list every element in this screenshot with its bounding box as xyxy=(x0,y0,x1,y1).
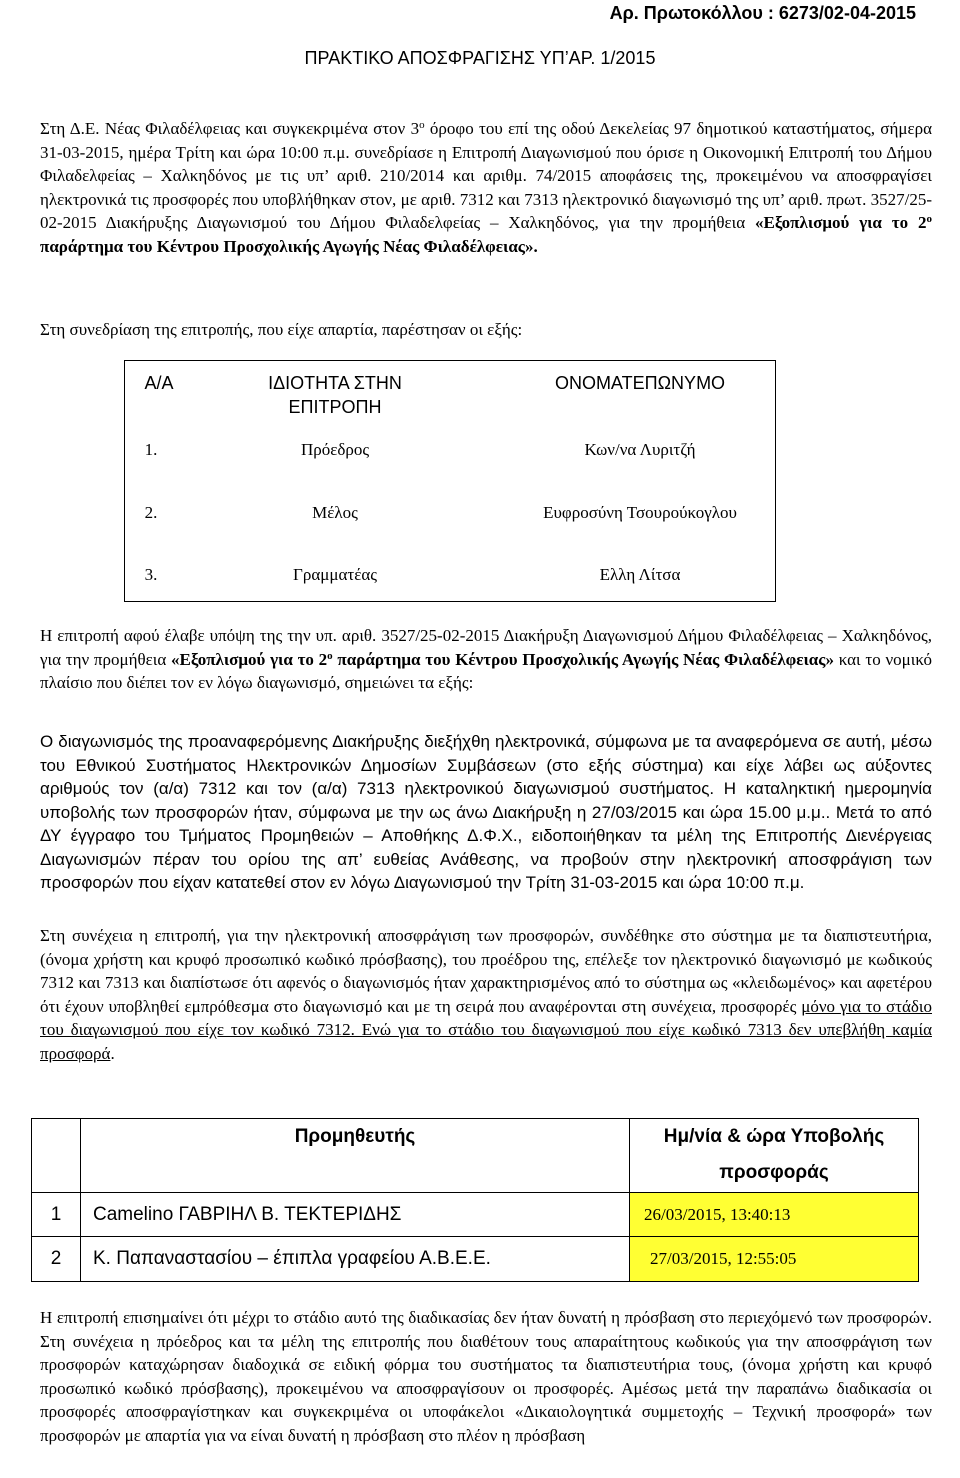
offer-row-datetime: 26/03/2015, 13:40:13 xyxy=(630,1192,919,1237)
offer-row-num: 1 xyxy=(32,1192,81,1237)
committee-row-role: Πρόεδρος xyxy=(300,440,370,459)
offer-row-supplier: Camelino ΓΑΒΡΙΗΛ Β. ΤΕΚΤΕΡΙΔΗΣ xyxy=(81,1192,630,1237)
committee-header-num: Α/Α xyxy=(144,373,174,393)
committee-row-name: Ελλη Λίτσα xyxy=(599,565,681,584)
intro-paragraph: Στη Δ.Ε. Νέας Φιλαδέλφειας και συγκεκριμένα στον $3^o$ όροφο του επί της οδού Δεκελείας 97 δημοτικού καταστήματος, σήμερα 31-03-2015, ημέρα Τρίτη και ώρα 10:00 π.μ. συνεδρίασε η Επιτροπή Διαγωνισμού που όρισε η Οικονομική Επιτροπή του Δήμου Φιλαδελφείας – Χαλκηδόνος με τις υπ’ αριθ. 210/2014 και αριθμ. 74/2015 αποφάσεις της, προκειμένου να αποσφραγίσει ηλεκτρονικά τις προσφορές που υποβλήθηκαν στον, με αριθ. 7312 και 7313 ηλεκτρονικό διαγωνισμό της υπ’ αριθ. πρωτ. 3527/25-02-2015 Διακήρυξης Διαγωνισμού του Δήμου Φιλαδελφείας – Χαλκηδόνος, για την προμήθεια «Εξοπλισμού για το $2^o$ παράρτημα του Κέντρου Προσχολικής Αγωγής Νέας Φιλαδέλφειας». xyxy=(40,119,932,256)
committee-table xyxy=(124,360,776,602)
offer-row-datetime: 27/03/2015, 12:55:05 xyxy=(630,1237,919,1282)
committee-row-role: Γραμματέας xyxy=(293,565,377,584)
committee-header-name: ΟΝΟΜΑΤΕΠΩΝΥΜΟ xyxy=(554,373,726,393)
offer-row-num: 2 xyxy=(32,1237,81,1282)
committee-row-name: Ευφροσύνη Τσουρούκογλου xyxy=(543,503,737,522)
committee-row-num: 3. xyxy=(144,565,158,584)
protocol-number: Αρ. Πρωτοκόλλου : 6273/02-04-2015 xyxy=(609,3,916,23)
committee-row-name: Κων/να Λυριτζή xyxy=(584,440,696,459)
process-paragraph: Ο διαγωνισμός της προαναφερόμενης Διακήρυξης διεξήχθη ηλεκτρονικά, σύμφωνα με τα αναφερόμενα σε αυτή, μέσω του Εθνικού Συστήματος Ηλεκτρονικών Δημοσίων Συμβάσεων (στο εξής σύστημα) και είχε λάβει ως αύξοντες αριθμούς τον (α/α) 7312 και τον (α/α) 7313 ηλεκτρονικού διαγωνισμού συστήματος. Η καταληκτική ημερομηνία υποβολής των προσφορών ήταν, σύμφωνα με την ως άνω Διακήρυξη η 27/03/2015 και ώρα 15.00 μ.μ.. Μετά το από ΔΥ έγγραφο του Τμήματος Προμηθειών – Αποθήκης Δ.Φ.Χ., ειδοποιήθηκαν τα μέλη της Επιτροπής Διενέργειας Διαγωνισμών πέραν του ορίου της απ’ ευθείας Ανάθεσης, να προβούν στην ηλεκτρονική αποσφράγιση των προσφορών που είχαν κατατεθεί στον εν λόγω Διαγωνισμού την Τρίτη 31-03-2015 και ώρα 10:00 π.μ. xyxy=(40,732,932,892)
committee-row-num: 1. xyxy=(144,440,158,459)
offer-row-supplier: Κ. Παπαναστασίου – έπιπλα γραφείου Α.Β.Ε.Ε. xyxy=(81,1237,630,1282)
committee-header-role: ΙΔΙΟΤΗΤΑ ΣΤΗΝ ΕΠΙΤΡΟΠΗ xyxy=(268,373,402,417)
closing-paragraph: Η επιτροπή επισημαίνει ότι μέχρι το στάδιο αυτό της διαδικασίας δεν ήταν δυνατή η πρόσβαση στο περιεχόμενό των προσφορών. Στη συνέχεια η πρόεδρος και τα μέλη της επιτροπής που διαθέτουν τους απαραίτητους κωδικούς για την αποσφράγιση των προσφορών καταχώρησαν διαδοχικά σε ειδική φόρμα του συστήματος τα διαπιστευτήρια τους, (όνομα χρήστη και κρυφό προσωπικό κωδικό πρόσβασης), προκειμένου να αποσφραγίσουν οι προσφορές. Αμέσως μετά την παραπάνω διαδικασία οι προσφορές αποσφραγίστηκαν και συγκεκριμένα οι υποφάκελοι «Δικαιολογητικά συμμετοχής – Τεχνική προσφορά» των προσφορών με απαρτία για να είναι δυνατή η πρόσβαση στο πλέον η πρόσβαση xyxy=(40,1308,932,1445)
offers-header-supplier: Προμηθευτής xyxy=(81,1119,630,1193)
attendance-text: Στη συνεδρίαση της επιτροπής, που είχε απαρτία, παρέστησαν οι εξής: xyxy=(40,320,523,339)
offers-table xyxy=(31,1118,919,1282)
decision-paragraph: Η επιτροπή αφού έλαβε υπόψη της την υπ. αριθ. 3527/25-02-2015 Διακήρυξη Διαγωνισμού Δήμου Φιλαδέλφειας – Χαλκηδόνος, για την προμήθεια «Εξοπλισμού για το $2^o$ παράρτημα του Κέντρου Προσχολικής Αγωγής Νέας Φιλαδέλφειας» και το νομικό πλαίσιο που διέπει τον εν λόγω διαγωνισμό, σημειώνει τα εξής: xyxy=(40,626,933,692)
document-title: ΠΡΑΚΤΙΚΟ ΑΠΟΣΦΡΑΓΙΣΗΣ ΥΠ’ΑΡ. 1/2015 xyxy=(304,48,656,68)
committee-row-role: Μέλος xyxy=(312,503,358,522)
committee-row-num: 2. xyxy=(144,503,158,522)
opening-paragraph: Στη συνέχεια η επιτροπή, για την ηλεκτρονική αποσφράγιση των προσφορών, συνδέθηκε στο σύστημα με τα διαπιστευτήρια, (όνομα χρήστη και κρυφό προσωπικό κωδικό πρόσβασης), του προέδρου της, επέλεξε τον ηλεκτρονικό διαγωνισμό με κωδικούς 7312 και 7313 και διαπίστωσε ότι αφενός ο διαγωνισμός ήταν χαρακτηρισμένος από το σύστημα ως «κλειδωμένος» και αφετέρου ότι έχουν υποβληθεί εμπρόθεσμα στο διαγωνισμό και με τη σειρά που αναφέρονται στη συνέχεια, προσφορές μόνο για το στάδιο του διαγωνισμού που είχε τον κωδικό 7312. Ενώ για το στάδιο του διαγωνισμού που είχε κωδικό 7313 δεν υπεβλήθη καμία προσφορά. xyxy=(40,926,932,1063)
offers-header-datetime: Ημ/νία & ώρα Υποβολής προσφοράς xyxy=(630,1119,919,1193)
